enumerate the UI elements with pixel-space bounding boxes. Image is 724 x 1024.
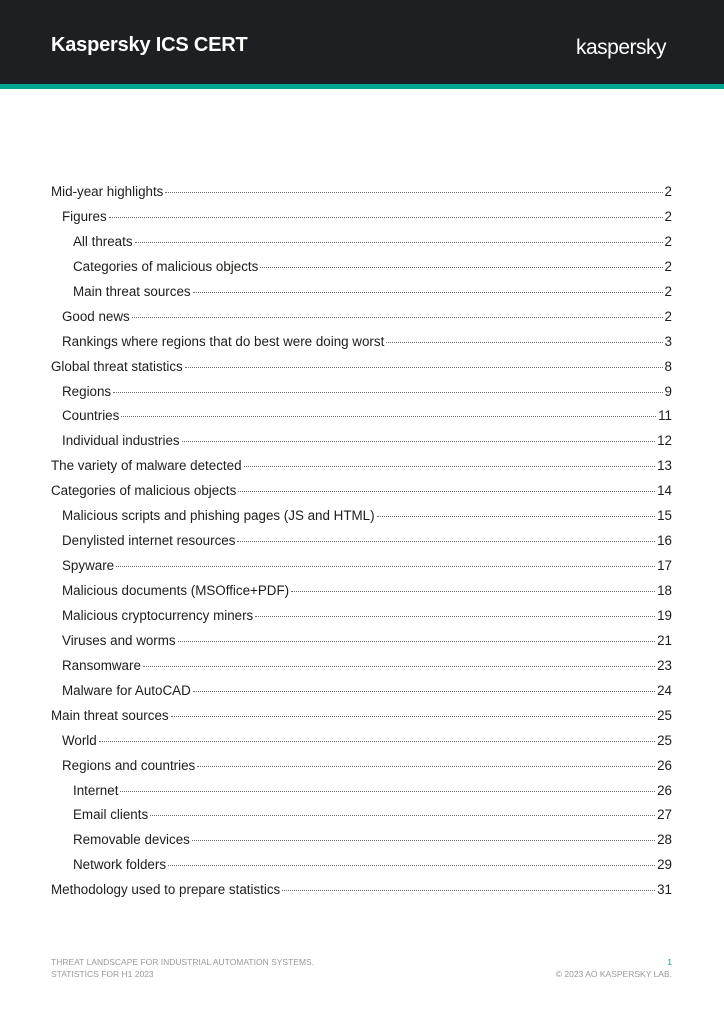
footer-right xyxy=(556,956,672,980)
toc-entry[interactable] xyxy=(51,504,672,529)
toc-entry[interactable] xyxy=(51,579,672,604)
toc-dot-leader xyxy=(121,415,656,417)
toc-entry[interactable] xyxy=(51,729,672,754)
toc-dot-leader xyxy=(168,864,655,866)
toc-entry-label: Categories of malicious objects xyxy=(51,483,237,499)
toc-entry[interactable] xyxy=(51,404,672,429)
toc-entry-page: 2 xyxy=(664,283,672,299)
toc-entry-page: 15 xyxy=(657,508,672,524)
toc-entry[interactable] xyxy=(51,654,672,679)
toc-entry-page: 2 xyxy=(664,233,672,249)
toc-entry[interactable] xyxy=(51,255,672,280)
footer-title-line-2: STATISTICS FOR H1 2023 xyxy=(51,969,154,979)
toc-entry-page: 26 xyxy=(657,757,672,773)
toc-dot-leader xyxy=(282,889,655,891)
toc-entry-page: 14 xyxy=(657,483,672,499)
toc-dot-leader xyxy=(237,540,655,542)
toc-entry-label: Rankings where regions that do best were doing worst xyxy=(62,333,385,349)
toc-entry[interactable] xyxy=(51,180,672,205)
toc-entry-page: 29 xyxy=(657,857,672,873)
toc-entry-page: 9 xyxy=(664,383,672,399)
toc-entry-page: 27 xyxy=(657,807,672,823)
toc-entry[interactable] xyxy=(51,679,672,704)
toc-entry-label: Methodology used to prepare statistics xyxy=(51,882,281,898)
toc-entry-page: 11 xyxy=(658,408,672,424)
table-of-contents xyxy=(51,180,672,903)
toc-entry-page: 2 xyxy=(664,184,672,199)
toc-entry-page: 31 xyxy=(657,882,672,898)
toc-entry[interactable] xyxy=(51,305,672,330)
toc-entry-label: Regions xyxy=(62,383,112,399)
toc-entry-page: 18 xyxy=(657,583,672,598)
footer-document-title xyxy=(51,956,314,980)
toc-entry[interactable] xyxy=(51,878,672,903)
toc-entry-label: Denylisted internet resources xyxy=(62,533,236,549)
toc-entry-page: 2 xyxy=(664,258,672,274)
toc-entry-page: 8 xyxy=(664,358,672,374)
toc-entry[interactable] xyxy=(51,280,672,305)
toc-entry[interactable] xyxy=(51,529,672,554)
toc-entry[interactable] xyxy=(51,380,672,405)
toc-dot-leader xyxy=(182,440,655,442)
toc-entry[interactable] xyxy=(51,479,672,504)
toc-entry[interactable] xyxy=(51,429,672,454)
toc-dot-leader xyxy=(120,790,655,792)
toc-dot-leader xyxy=(192,839,655,841)
kaspersky-logo: kaspersky xyxy=(575,36,666,59)
toc-entry-label: Main threat sources xyxy=(73,283,191,299)
toc-entry[interactable] xyxy=(51,230,672,255)
toc-entry-label: The variety of malware detected xyxy=(51,458,242,474)
toc-dot-leader xyxy=(197,765,655,767)
toc-entry-label: Malicious cryptocurrency miners xyxy=(62,607,254,623)
toc-dot-leader xyxy=(193,690,655,692)
page-number: 1 xyxy=(667,957,672,967)
toc-entry[interactable] xyxy=(51,828,672,853)
toc-dot-leader xyxy=(99,740,655,742)
toc-entry-label: Individual industries xyxy=(62,433,180,449)
toc-dot-leader xyxy=(135,241,663,243)
toc-entry-page: 25 xyxy=(657,732,672,748)
toc-dot-leader xyxy=(165,191,662,193)
header-accent-stripe xyxy=(0,84,724,89)
toc-dot-leader xyxy=(109,216,663,218)
toc-entry-label: All threats xyxy=(73,233,133,249)
toc-dot-leader xyxy=(185,366,663,368)
toc-entry-label: Mid-year highlights xyxy=(51,184,164,199)
toc-entry-page: 17 xyxy=(657,558,672,574)
toc-entry-page: 2 xyxy=(664,308,672,324)
toc-entry-page: 21 xyxy=(657,632,672,648)
toc-entry-label: Categories of malicious objects xyxy=(73,258,259,274)
toc-entry[interactable] xyxy=(51,853,672,878)
toc-entry-page: 19 xyxy=(657,607,672,623)
toc-dot-leader xyxy=(260,266,662,268)
toc-entry-page: 16 xyxy=(657,533,672,549)
toc-entry-label: World xyxy=(62,732,97,748)
toc-entry[interactable] xyxy=(51,754,672,779)
toc-entry-page: 13 xyxy=(657,458,672,474)
toc-entry[interactable] xyxy=(51,704,672,729)
header-title: Kaspersky ICS CERT xyxy=(51,34,248,56)
toc-entry-label: Figures xyxy=(62,208,107,224)
toc-entry-page: 23 xyxy=(657,657,672,673)
toc-dot-leader xyxy=(132,316,663,318)
toc-dot-leader xyxy=(116,565,655,567)
toc-entry[interactable] xyxy=(51,604,672,629)
toc-entry[interactable] xyxy=(51,205,672,230)
toc-entry-label: Network folders xyxy=(73,857,167,873)
toc-entry-label: Good news xyxy=(62,308,130,324)
toc-entry[interactable] xyxy=(51,779,672,804)
page-header xyxy=(0,0,724,84)
footer-title-line-1: THREAT LANDSCAPE FOR INDUSTRIAL AUTOMATION SYSTEMS. xyxy=(51,957,315,967)
toc-entry-page: 2 xyxy=(664,208,672,224)
toc-entry-label: Ransomware xyxy=(62,657,141,673)
toc-entry[interactable] xyxy=(51,330,672,355)
toc-entry-label: Internet xyxy=(73,782,119,798)
toc-dot-leader xyxy=(238,490,655,492)
toc-entry-page: 25 xyxy=(657,707,672,723)
toc-entry[interactable] xyxy=(51,454,672,479)
toc-entry[interactable] xyxy=(51,554,672,579)
toc-entry-page: 24 xyxy=(657,682,672,698)
toc-entry-label: Spyware xyxy=(62,558,115,574)
toc-entry-label: Countries xyxy=(62,408,120,424)
toc-entry-label: Malicious scripts and phishing pages (JS and HTML) xyxy=(62,508,375,524)
toc-entry-label: Viruses and worms xyxy=(62,632,176,648)
toc-entry-label: Removable devices xyxy=(73,832,190,848)
toc-entry-label: Malicious documents (MSOffice+PDF) xyxy=(62,583,290,598)
toc-entry-page: 3 xyxy=(664,333,672,349)
toc-entry-label: Email clients xyxy=(73,807,149,823)
copyright: © 2023 AO KASPERSKY LAB. xyxy=(555,969,672,979)
toc-entry[interactable] xyxy=(51,355,672,380)
toc-dot-leader xyxy=(113,391,662,393)
toc-dot-leader xyxy=(377,515,656,517)
toc-dot-leader xyxy=(386,341,662,343)
toc-dot-leader xyxy=(244,465,656,467)
toc-entry-page: 26 xyxy=(657,782,672,798)
toc-entry[interactable] xyxy=(51,629,672,654)
toc-entry-label: Malware for AutoCAD xyxy=(62,682,191,698)
toc-dot-leader xyxy=(193,291,663,293)
toc-dot-leader xyxy=(255,615,655,617)
toc-dot-leader xyxy=(143,665,655,667)
toc-entry-label: Global threat statistics xyxy=(51,358,183,374)
toc-dot-leader xyxy=(171,715,656,717)
toc-dot-leader xyxy=(291,590,655,592)
toc-dot-leader xyxy=(150,814,655,816)
toc-entry-page: 12 xyxy=(657,433,672,449)
toc-entry-label: Regions and countries xyxy=(62,757,196,773)
toc-entry[interactable] xyxy=(51,803,672,828)
toc-dot-leader xyxy=(178,640,655,642)
toc-entry-page: 28 xyxy=(657,832,672,848)
toc-entry-label: Main threat sources xyxy=(51,707,169,723)
